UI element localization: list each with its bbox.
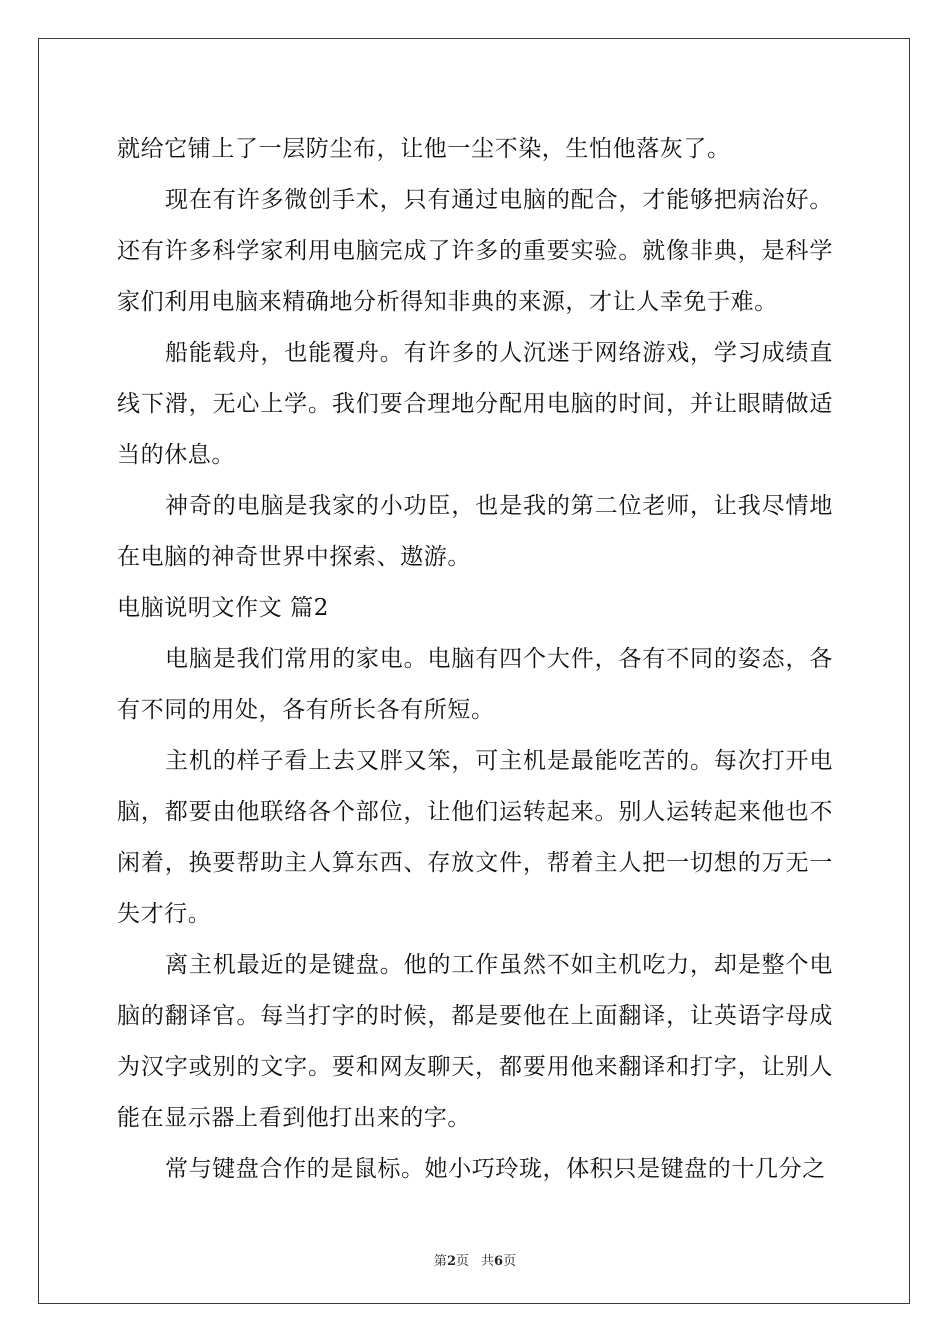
page-total-number: 6 — [494, 1254, 504, 1269]
paragraph: 电脑是我们常用的家电。电脑有四个大件，各有不同的姿态，各有不同的用处，各有所长各有所短。 — [117, 646, 833, 723]
document-body — [117, 124, 833, 1195]
paragraph-continuation: 就给它铺上了一层防尘布，让他一尘不染，生怕他落灰了。 — [117, 136, 731, 162]
page-current-number: 2 — [446, 1254, 456, 1269]
paragraph: 现在有许多微创手术，只有通过电脑的配合，才能够把病治好。还有许多科学家利用电脑完成了许多的重要实验。就像非典，是科学家们利用电脑来精确地分析得知非典的来源，才让人幸免于难。 — [117, 187, 833, 315]
paragraph: 神奇的电脑是我家的小功臣，也是我的第二位老师，让我尽情地在电脑的神奇世界中探索、遨游。 — [117, 493, 833, 570]
page-footer — [0, 1250, 950, 1269]
paragraph: 船能载舟，也能覆舟。有许多的人沉迷于网络游戏，学习成绩直线下滑，无心上学。我们要合理地分配用电脑的时间，并让眼睛做适当的休息。 — [117, 340, 833, 468]
paragraph: 离主机最近的是键盘。他的工作虽然不如主机吃力，却是整个电脑的翻译官。每当打字的时候，都是要他在上面翻译，让英语字母成为汉字或别的文字。要和网友聊天，都要用他来翻译和打字，让别人能在显示器上看到他打出来的字。 — [117, 952, 833, 1131]
total-prefix: 共 — [481, 1254, 495, 1269]
section-heading: 电脑说明文作文 篇2 — [117, 595, 329, 621]
paragraph: 主机的样子看上去又胖又笨，可主机是最能吃苦的。每次打开电脑，都要由他联络各个部位，让他们运转起来。别人运转起来他也不闲着，换要帮助主人算东西、存放文件，帮着主人把一切想的万无一失才行。 — [117, 748, 833, 927]
page-suffix: 页 — [455, 1254, 469, 1269]
page-prefix: 第 — [433, 1254, 447, 1269]
total-suffix: 页 — [503, 1254, 517, 1269]
paragraph: 常与键盘合作的是鼠标。她小巧玲珑，体积只是键盘的十几分之 — [165, 1156, 826, 1182]
